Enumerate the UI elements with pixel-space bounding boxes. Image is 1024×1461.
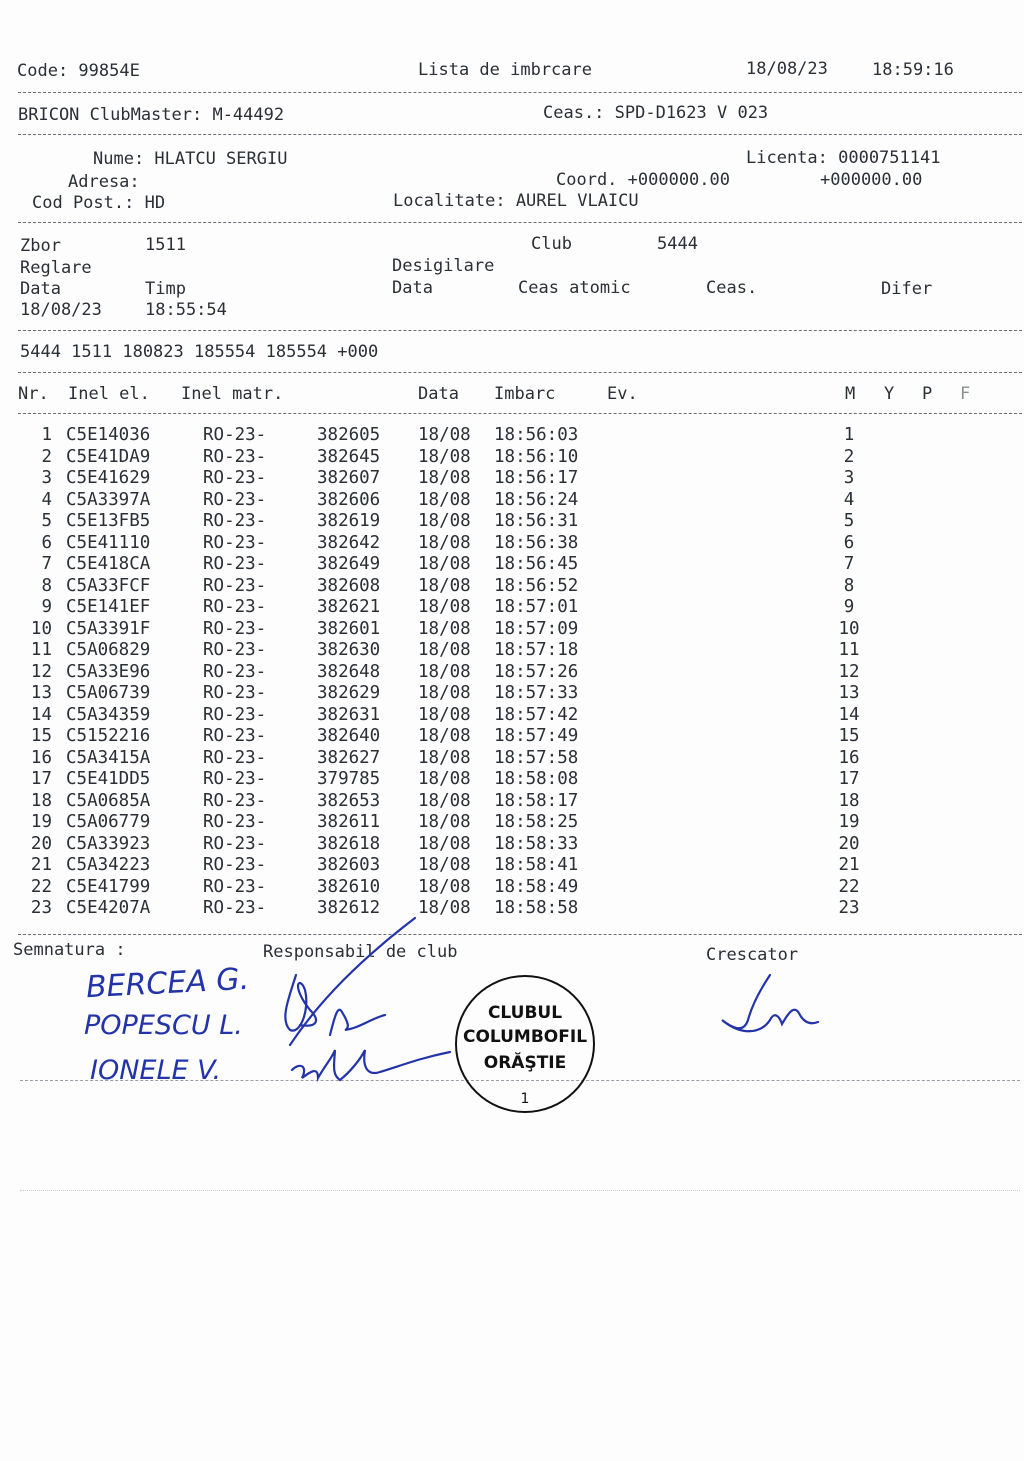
cell-inel-el: C5A33923 [66,833,151,854]
cell-m: 2 [843,446,855,467]
cell-time: 18:56:38 [494,532,579,553]
cell-ring-prefix: RO-23- [203,597,267,617]
col-y: Y [884,384,895,404]
cell-nr: 7 [41,554,52,574]
cell-ring-number: 382605 [317,425,381,445]
cell-inel-el: C5E4207A [66,898,151,918]
coordinates-2: +000000.00 [820,170,923,190]
col-nr: Nr. [18,384,49,404]
cell-m: 9 [843,597,855,617]
cell-ring-number: 382601 [317,618,381,639]
cell-date: 18/08 [418,661,471,682]
cell-nr: 14 [30,704,52,725]
setting-date: 18/08/23 [20,300,102,320]
cell-time: 18:58:41 [494,855,579,875]
postal-code: Cod Post.: HD [32,193,166,213]
cell-inel-el: C5A06829 [66,640,151,660]
cell-date: 18/08 [418,683,471,703]
licence: Licenta: 0000751141 [746,148,941,168]
cell-m: 6 [843,532,855,553]
cell-ring-prefix: RO-23- [203,489,267,510]
atomic-clock-label: Ceas atomic [518,278,631,298]
cell-ring-prefix: RO-23- [203,554,267,574]
owner-name: Nume: HLATCU SERGIU [93,149,288,169]
cell-nr: 13 [30,683,52,703]
cell-ring-prefix: RO-23- [203,661,267,682]
unseal-label: Desigilare [392,256,495,276]
cell-m: 17 [838,769,860,789]
cell-nr: 20 [30,833,52,854]
signature-crescator [722,975,818,1031]
cell-time: 18:58:08 [494,769,579,789]
flight-label: Zbor [20,236,61,256]
col-inel-el: Inel el. [68,384,150,404]
cell-m: 3 [843,468,855,488]
cell-ring-prefix: RO-23- [203,876,267,897]
handwritten-name-3: IONELE V. [90,1055,222,1086]
cell-ring-number: 382612 [317,898,381,918]
cell-ring-number: 382631 [317,704,381,725]
col-inel-matr: Inel matr. [181,384,284,404]
clock-label: Ceas. [706,278,758,298]
cell-time: 18:57:33 [494,683,579,703]
cell-nr: 15 [30,726,52,746]
cell-m: 12 [838,661,860,682]
print-time: 18:59:16 [872,60,954,80]
cell-ring-number: 382629 [317,683,381,703]
cell-time: 18:57:09 [494,618,579,639]
cell-time: 18:56:17 [494,468,579,488]
cell-m: 21 [838,855,860,875]
cell-nr: 21 [30,855,52,875]
club-stamp: CLUBUL COLUMBOFIL ORĂŞTIE 1 [455,975,595,1113]
cell-nr: 12 [30,661,52,682]
locality: Localitate: AUREL VLAICU [393,191,639,211]
cell-time: 18:57:01 [494,597,579,617]
club-responsible-label: Responsabil de club [263,942,458,962]
cell-nr: 17 [30,769,52,789]
cell-nr: 4 [41,489,52,510]
print-date: 18/08/23 [746,59,828,79]
cell-time: 18:56:45 [494,554,579,574]
flight-number: 1511 [145,235,186,255]
cell-date: 18/08 [418,769,471,789]
cell-nr: 19 [30,812,52,832]
setting-label: Reglare [20,258,92,278]
cell-ring-prefix: RO-23- [203,618,267,639]
handwritten-name-2: POPESCU L. [84,1010,243,1041]
cell-date: 18/08 [418,898,471,918]
cell-date: 18/08 [418,640,471,660]
cell-nr: 11 [30,640,52,660]
cell-time: 18:57:58 [494,747,579,768]
cell-inel-el: C5E141EF [66,597,151,617]
cell-time: 18:57:26 [494,661,579,682]
cell-date: 18/08 [418,855,471,875]
signature-responsabil-1 [285,975,316,1031]
cell-m: 8 [843,575,855,596]
cell-ring-number: 382606 [317,489,381,510]
cell-nr: 2 [41,446,52,467]
address: Adresa: [68,172,140,192]
breeder-label: Crescator [706,945,799,965]
cell-time: 18:56:52 [494,575,579,596]
cell-ring-number: 379785 [317,769,381,789]
cell-nr: 6 [41,532,52,553]
cell-date: 18/08 [418,532,471,553]
cell-ring-number: 382653 [317,790,381,811]
flight-code-line: 5444 1511 180823 185554 185554 +000 [20,342,379,362]
cell-ring-number: 382610 [317,876,381,897]
handwritten-name-1: BERCEA G. [85,961,250,1006]
cell-inel-el: C5A3415A [66,747,151,768]
cell-nr: 3 [41,468,52,488]
cell-nr: 22 [30,876,52,897]
cell-ring-prefix: RO-23- [203,790,267,811]
cell-ring-number: 382649 [317,554,381,574]
cell-nr: 8 [41,575,52,596]
cell-ring-number: 382618 [317,833,381,854]
clubmaster-id: BRICON ClubMaster: M-44492 [18,105,285,125]
unseal-date-label: Data [392,278,433,298]
cell-inel-el: C5A33E96 [66,661,151,682]
cell-m: 4 [843,489,855,510]
cell-inel-el: C5E13FB5 [66,511,151,531]
cell-date: 18/08 [418,489,471,510]
cell-time: 18:57:49 [494,726,579,746]
cell-ring-number: 382607 [317,468,381,488]
cell-nr: 9 [41,597,52,617]
document-title: Lista de imbrcare [418,60,592,80]
cell-ring-number: 382640 [317,726,381,746]
cell-time: 18:58:17 [494,790,579,811]
cell-m: 18 [838,790,860,811]
cell-time: 18:58:49 [494,876,579,897]
date-label: Data [20,279,61,299]
cell-ring-prefix: RO-23- [203,575,267,596]
cell-ring-prefix: RO-23- [203,468,267,488]
cell-m: 20 [838,833,860,854]
cell-ring-number: 382608 [317,575,381,596]
cell-nr: 18 [30,790,52,811]
cell-inel-el: C5A06779 [66,812,151,832]
cell-m: 13 [838,683,860,703]
time-label: Timp [145,279,186,299]
col-imbarc: Imbarc [494,384,556,404]
cell-m: 10 [838,618,860,639]
cell-inel-el: C5E41DD5 [66,769,151,789]
cell-m: 7 [843,554,855,574]
cell-date: 18/08 [418,468,471,488]
cell-ring-number: 382621 [317,597,381,617]
document-code: Code: 99854E [17,61,140,81]
cell-ring-number: 382648 [317,661,381,682]
setting-time: 18:55:54 [145,300,227,320]
cell-date: 18/08 [418,876,471,897]
signature-responsabil-3 [292,1050,450,1080]
cell-inel-el: C5152216 [66,726,151,746]
cell-date: 18/08 [418,597,471,617]
cell-time: 18:56:03 [494,425,579,445]
cell-inel-el: C5E41799 [66,876,151,897]
cell-time: 18:57:42 [494,704,579,725]
cell-nr: 23 [30,898,52,918]
club-label: Club [531,234,572,254]
cell-date: 18/08 [418,812,471,832]
cell-inel-el: C5A33FCF [66,575,151,596]
cell-inel-el: C5A0685A [66,790,151,811]
cell-ring-number: 382642 [317,532,381,553]
cell-inel-el: C5A34359 [66,704,151,725]
cell-date: 18/08 [418,554,471,574]
cell-date: 18/08 [418,704,471,725]
cell-inel-el: C5E41629 [66,468,151,488]
cell-ring-prefix: RO-23- [203,640,267,660]
cell-ring-number: 382619 [317,511,381,531]
cell-time: 18:56:31 [494,511,579,531]
cell-time: 18:56:24 [494,489,579,510]
cell-ring-prefix: RO-23- [203,833,267,854]
cell-inel-el: C5E41110 [66,532,151,553]
cell-ring-prefix: RO-23- [203,532,267,553]
col-data: Data [418,384,459,404]
cell-ring-number: 382603 [317,855,381,875]
cell-time: 18:58:25 [494,812,579,832]
cell-ring-prefix: RO-23- [203,747,267,768]
cell-ring-prefix: RO-23- [203,855,267,875]
cell-inel-el: C5A06739 [66,683,151,703]
cell-m: 19 [838,812,860,832]
cell-ring-prefix: RO-23- [203,446,267,467]
col-f: F [960,384,971,404]
cell-date: 18/08 [418,833,471,854]
cell-nr: 10 [30,618,52,639]
cell-time: 18:58:33 [494,833,579,854]
cell-ring-prefix: RO-23- [203,683,267,703]
cell-nr: 1 [41,425,52,445]
cell-ring-prefix: RO-23- [203,812,267,832]
cell-m: 11 [838,640,860,660]
cell-date: 18/08 [418,511,471,531]
cell-inel-el: C5A3397A [66,489,151,510]
cell-time: 18:56:10 [494,446,579,467]
cell-time: 18:58:58 [494,898,579,918]
cell-inel-el: C5E41DA9 [66,446,151,467]
cell-m: 16 [838,747,860,768]
cell-m: 1 [843,425,855,445]
cell-inel-el: C5A3391F [66,618,151,639]
cell-date: 18/08 [418,726,471,746]
cell-date: 18/08 [418,425,471,445]
cell-m: 14 [838,704,860,725]
cell-date: 18/08 [418,790,471,811]
cell-ring-number: 382611 [317,812,381,832]
cell-nr: 5 [41,511,52,531]
cell-date: 18/08 [418,618,471,639]
cell-date: 18/08 [418,446,471,467]
cell-ring-number: 382645 [317,446,381,467]
cell-inel-el: C5E14036 [66,425,151,445]
cell-date: 18/08 [418,747,471,768]
difference-label: Difer [881,279,933,299]
cell-ring-number: 382630 [317,640,381,660]
cell-inel-el: C5A34223 [66,855,151,875]
cell-ring-prefix: RO-23- [203,726,267,746]
cell-ring-prefix: RO-23- [203,425,267,445]
col-ev: Ev. [607,384,638,404]
signature-label: Semnatura : [13,940,126,960]
cell-m: 5 [843,511,855,531]
cell-ring-prefix: RO-23- [203,898,267,918]
cell-inel-el: C5E418CA [66,554,151,574]
cell-ring-number: 382627 [317,747,381,768]
signature-responsabil-2 [330,1010,385,1035]
col-p: P [922,384,933,404]
cell-m: 15 [838,726,860,746]
cell-ring-prefix: RO-23- [203,704,267,725]
cell-ring-prefix: RO-23- [203,511,267,531]
col-m: M [845,384,856,404]
cell-time: 18:57:18 [494,640,579,660]
cell-date: 18/08 [418,575,471,596]
cell-m: 23 [838,898,860,918]
cell-m: 22 [838,876,860,897]
cell-ring-prefix: RO-23- [203,769,267,789]
cell-nr: 16 [30,747,52,768]
divider [20,1190,1020,1191]
clock-id: Ceas.: SPD-D1623 V 023 [543,103,769,123]
coordinates: Coord. +000000.00 [556,170,730,190]
club-number: 5444 [657,234,698,254]
